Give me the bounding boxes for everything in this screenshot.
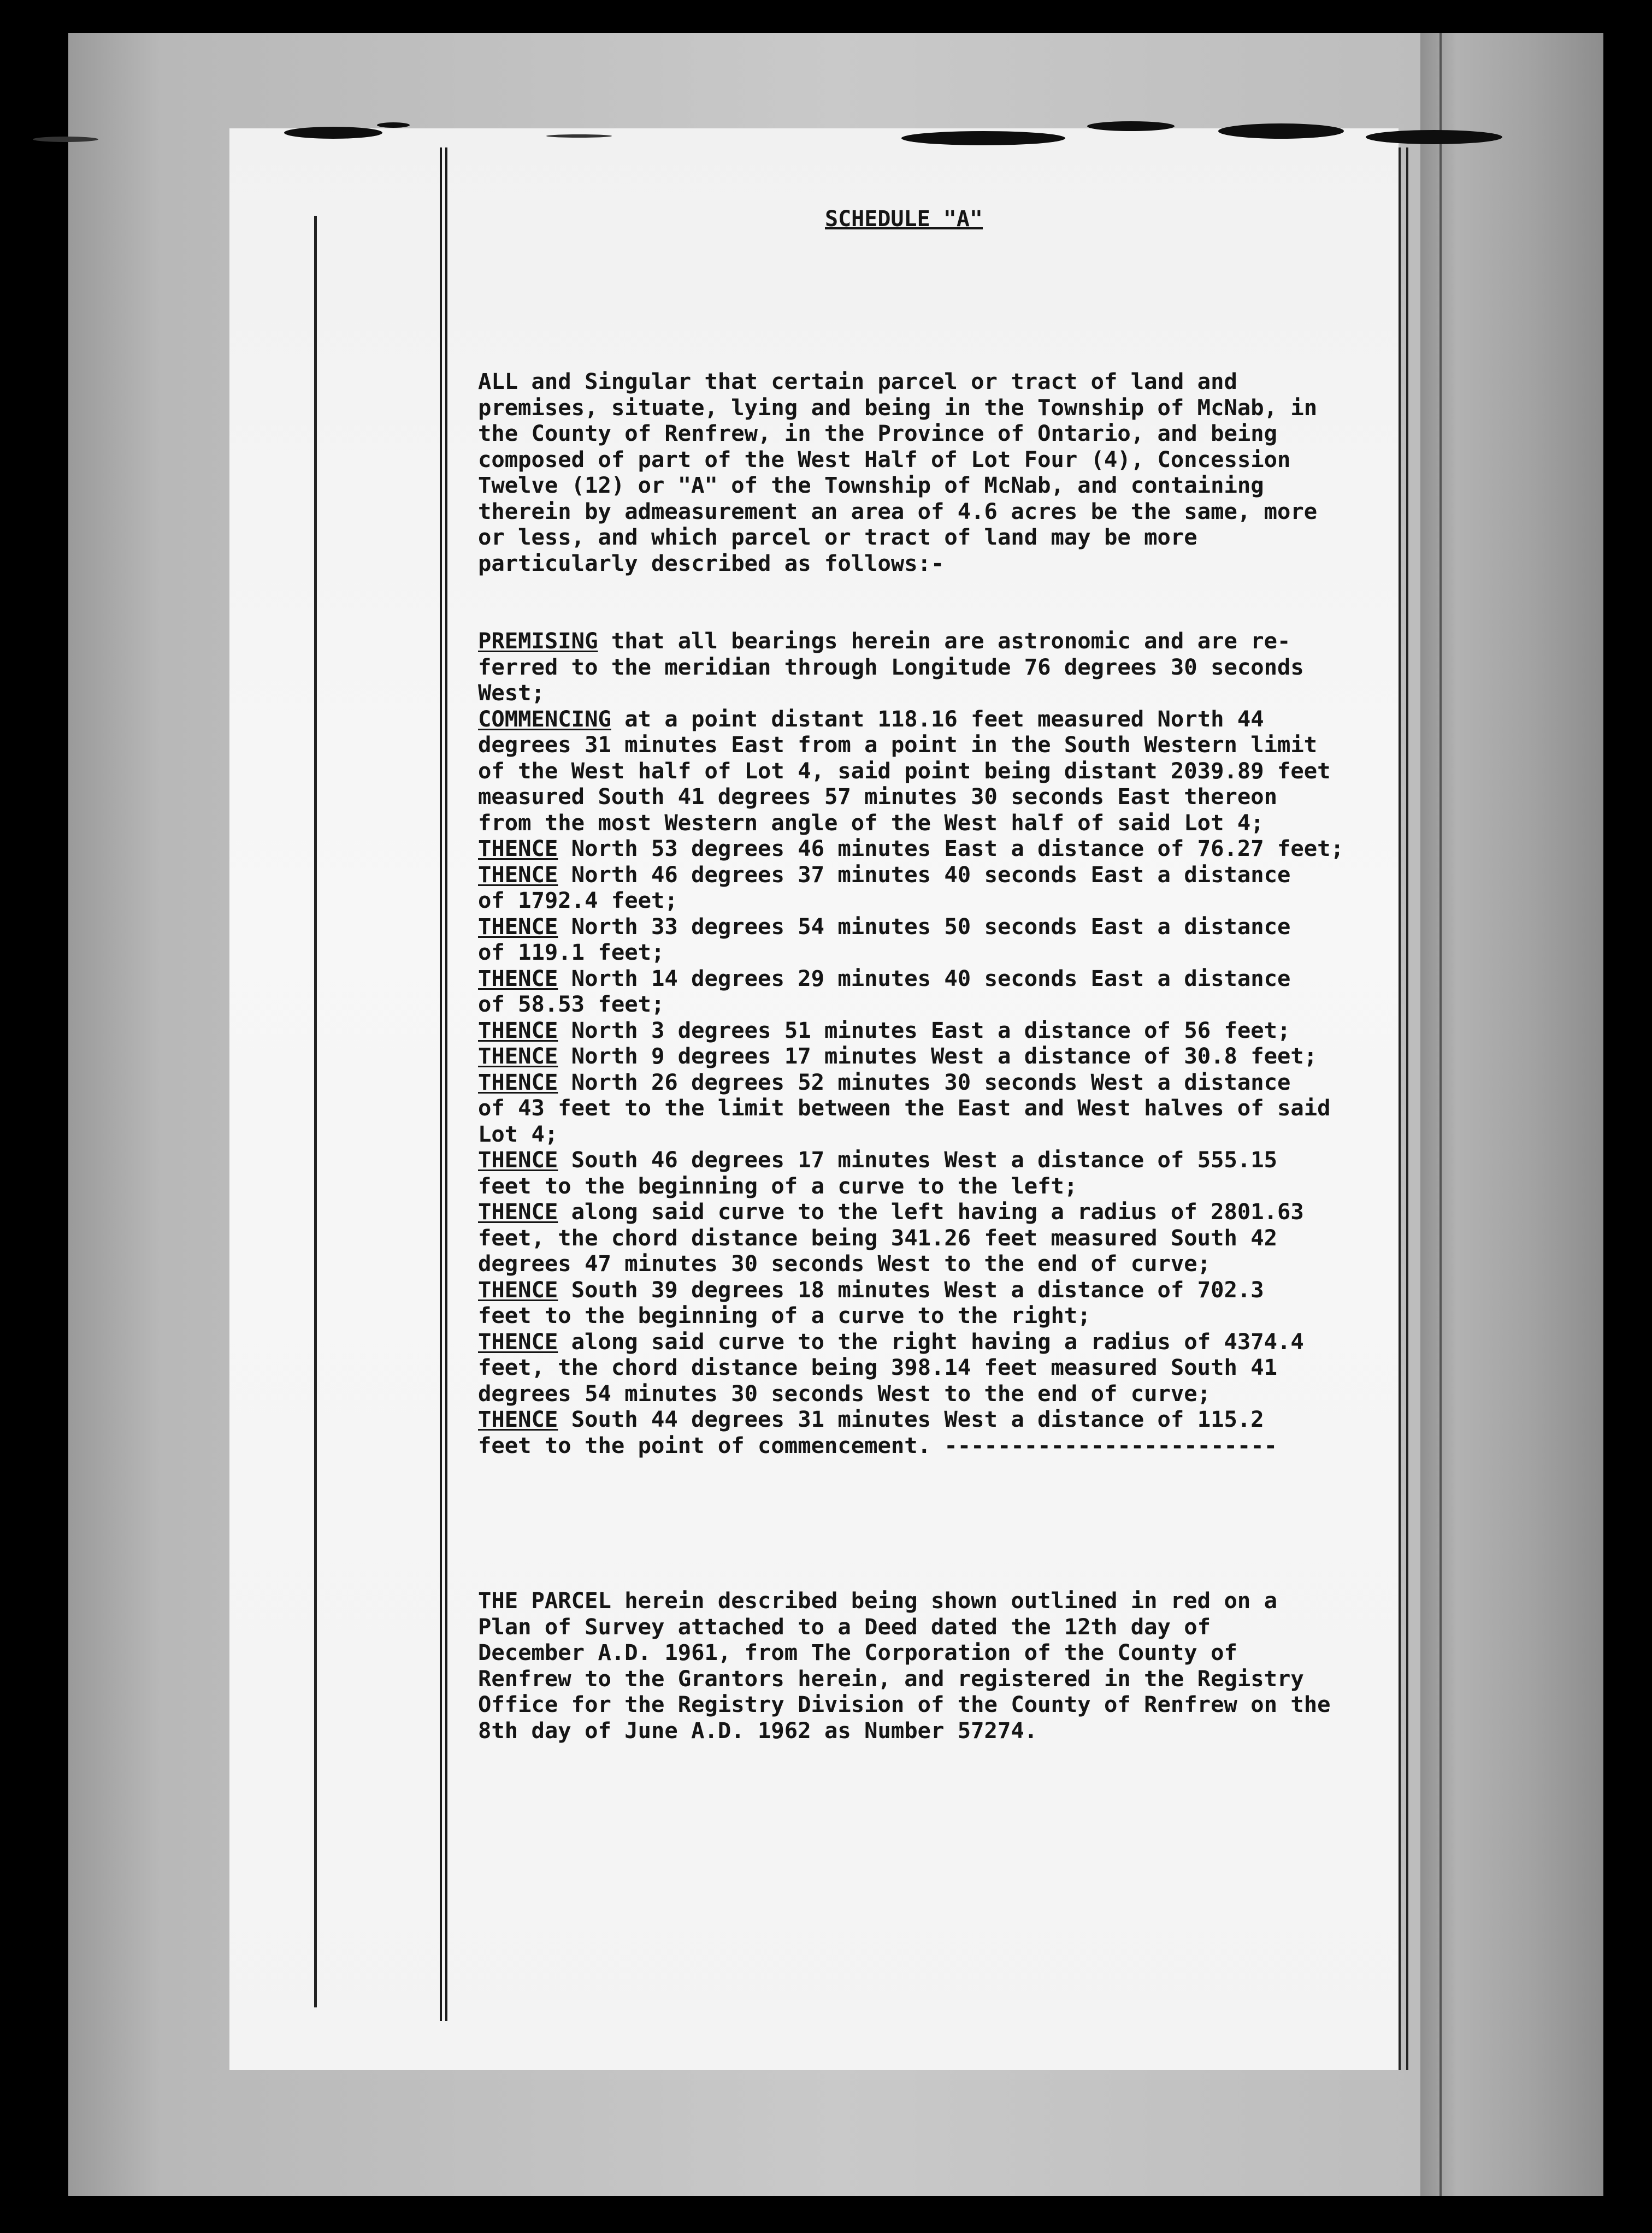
course-text: North 53 degrees 46 minutes East a distance of 76.27 feet; [558,835,1344,861]
smudge-mark [33,137,98,142]
text-line: feet, the chord distance being 398.14 feet measured South 41 [478,1354,1277,1380]
text-line: of the West half of Lot 4, said point being distant 2039.89 feet [478,757,1331,784]
course-keyword: PREMISING [478,628,598,654]
course-keyword: THENCE [478,861,558,888]
text-line: of 43 feet to the limit between the East and West halves of said [478,1095,1331,1121]
smudge-mark [377,122,410,128]
text-line: Plan of Survey attached to a Deed dated the 12th day of [478,1613,1211,1640]
double-margin-rule [440,147,442,2021]
text-line: from the most Western angle of the West half of said Lot 4; [478,809,1264,836]
text-line: feet, the chord distance being 341.26 feet measured South 42 [478,1224,1277,1251]
course-text: along said curve to the left having a radius of 2801.63 [558,1198,1304,1225]
text-line: degrees 31 minutes East from a point in the South Western limit [478,731,1318,758]
page-title: SCHEDULE "A" [825,206,983,232]
course-line [478,1407,1396,1433]
course-text: North 33 degrees 54 minutes 50 seconds East a distance [558,913,1291,940]
smudge-mark [1087,121,1175,131]
text-line: ferred to the meridian through Longitude 76 degrees 30 seconds [478,653,1304,680]
course-line [478,966,1396,992]
course-text: South 46 degrees 17 minutes West a distance of 555.15 [558,1147,1277,1173]
course-keyword: THENCE [478,965,558,991]
text-line: West; [478,680,545,706]
strip-edge-line [1439,33,1442,2196]
text-line: measured South 41 degrees 57 minutes 30 seconds East thereon [478,783,1277,810]
course-keyword: THENCE [478,1198,558,1225]
course-keyword: COMMENCING [478,705,611,732]
course-keyword: THENCE [478,1328,558,1355]
smudge-mark [284,127,382,139]
course-text: North 26 degrees 52 minutes 30 seconds West a distance [558,1068,1291,1095]
course-line [478,1199,1396,1225]
course-text: North 3 degrees 51 minutes East a distance of 56 feet; [558,1017,1291,1043]
text-line: feet to the point of commencement. ------------------------- [478,1432,1277,1458]
backing-strip [1420,33,1603,2196]
text-line: THE PARCEL herein described being shown outlined in red on a [478,1587,1277,1614]
text-line: or less, and which parcel or tract of land may be more [478,524,1197,550]
text-line: degrees 47 minutes 30 seconds West to the end of curve; [478,1250,1211,1277]
course-text: that all bearings herein are astronomic and are re- [598,628,1291,654]
text-line: Renfrew to the Grantors herein, and registered in the Registry [478,1665,1304,1692]
text-line: Lot 4; [478,1120,558,1147]
smudge-mark [901,131,1065,145]
text-line: of 119.1 feet; [478,939,665,965]
course-line [478,1147,1396,1173]
course-text: along said curve to the right having a radius of 4374.4 [558,1328,1304,1355]
course-line [478,1277,1396,1303]
course-line [478,836,1396,862]
course-keyword: THENCE [478,1406,558,1432]
course-text: at a point distant 118.16 feet measured North 44 [611,705,1264,732]
course-keyword: THENCE [478,1017,558,1043]
schedule-body [478,205,1396,1770]
text-line: of 58.53 feet; [478,991,665,1017]
course-keyword: THENCE [478,1147,558,1173]
text-line: composed of part of the West Half of Lot Four (4), Concession [478,446,1291,472]
smudge-mark [546,134,612,138]
smudge-mark [1366,130,1502,144]
course-line [478,914,1396,940]
course-line [478,706,1396,732]
text-line: the County of Renfrew, in the Province of Ontario, and being [478,420,1277,446]
text-line: ALL and Singular that certain parcel or tract of land and [478,368,1237,394]
text-line: premises, situate, lying and being in the Township of McNab, in [478,394,1318,421]
smudge-mark [1218,123,1344,139]
course-text: South 44 degrees 31 minutes West a distance of 115.2 [558,1406,1264,1432]
courses-list [478,628,1396,1458]
text-line: Twelve (12) or "A" of the Township of McNab, and containing [478,472,1264,498]
course-keyword: THENCE [478,1276,558,1303]
text-line: degrees 54 minutes 30 seconds West to the end of curve; [478,1380,1211,1407]
intro-paragraph [478,369,1396,576]
closing-paragraph [478,1588,1396,1744]
course-line [478,1070,1396,1096]
course-keyword: THENCE [478,1068,558,1095]
course-text: North 46 degrees 37 minutes 40 seconds East a distance [558,861,1291,888]
course-keyword: THENCE [478,835,558,861]
text-line: 8th day of June A.D. 1962 as Number 57274. [478,1717,1038,1744]
text-line: feet to the beginning of a curve to the right; [478,1302,1091,1328]
course-line [478,862,1396,888]
course-line [478,628,1396,654]
course-text: South 39 degrees 18 minutes West a distance of 702.3 [558,1276,1264,1303]
course-line [478,1329,1396,1355]
course-text: North 9 degrees 17 minutes West a distance of 30.8 feet; [558,1043,1318,1069]
course-text: North 14 degrees 29 minutes 40 seconds East a distance [558,965,1291,991]
text-line: therein by admeasurement an area of 4.6 acres be the same, more [478,498,1318,524]
text-line: Office for the Registry Division of the County of Renfrew on the [478,1691,1331,1717]
course-keyword: THENCE [478,913,558,940]
text-line: feet to the beginning of a curve to the left; [478,1172,1078,1199]
left-margin-rule [314,216,317,2007]
course-line [478,1043,1396,1070]
text-line: particularly described as follows:- [478,550,945,576]
text-line: December A.D. 1961, from The Corporation of the County of [478,1639,1237,1665]
text-line: of 1792.4 feet; [478,887,678,913]
right-margin-rule [1399,147,1401,2070]
course-line [478,1018,1396,1044]
course-keyword: THENCE [478,1043,558,1069]
